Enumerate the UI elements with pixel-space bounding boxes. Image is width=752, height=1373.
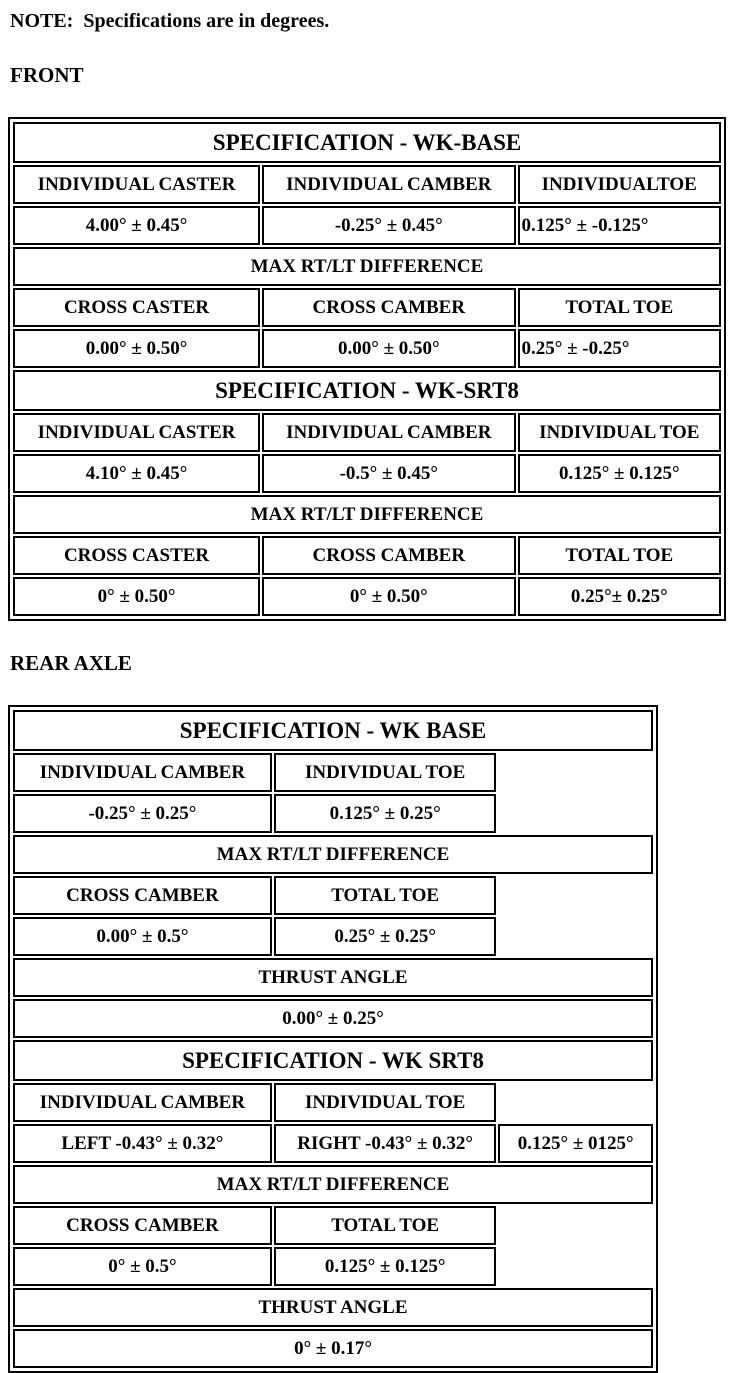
column-header-cell: INDIVIDUAL CAMBER	[13, 1083, 272, 1122]
table-row	[13, 577, 721, 616]
table-row	[13, 999, 653, 1038]
front-heading: FRONT	[10, 63, 84, 87]
value-cell: 0° ± 0.17°	[13, 1329, 653, 1368]
column-header-cell: CROSS CAMBER	[13, 1206, 272, 1245]
empty-cell	[498, 1083, 653, 1122]
table-row	[13, 1247, 653, 1286]
value-cell: 0.00° ± 0.50°	[13, 329, 260, 368]
table-row	[13, 917, 653, 956]
table-row	[13, 370, 721, 411]
value-cell: 0.125° ± 0125°	[498, 1124, 653, 1163]
column-header-cell: INDIVIDUAL CAMBER	[262, 413, 515, 452]
section-title-cell: SPECIFICATION - WK BASE	[13, 710, 653, 751]
table-row	[13, 536, 721, 575]
table-row	[13, 1083, 653, 1122]
value-cell: 0.25° ± -0.25°	[518, 329, 721, 368]
band-header-cell: THRUST ANGLE	[13, 958, 653, 997]
rear-spec-table	[8, 705, 658, 1373]
table-row	[13, 329, 721, 368]
value-cell: 0.125° ± -0.125°	[518, 206, 721, 245]
table-row	[13, 165, 721, 204]
empty-cell	[498, 1206, 653, 1245]
value-cell: LEFT -0.43° ± 0.32°	[13, 1124, 272, 1163]
column-header-cell: INDIVIDUAL CAMBER	[262, 165, 515, 204]
value-cell: 4.10° ± 0.45°	[13, 454, 260, 493]
table-row	[13, 247, 721, 286]
column-header-cell: INDIVIDUALTOE	[518, 165, 721, 204]
value-cell: 0.25° ± 0.25°	[274, 917, 497, 956]
value-cell: -0.25° ± 0.25°	[13, 794, 272, 833]
empty-cell	[498, 1247, 653, 1286]
column-header-cell: TOTAL TOE	[274, 1206, 497, 1245]
front-spec-table	[8, 117, 726, 621]
column-header-cell: TOTAL TOE	[518, 536, 721, 575]
column-header-cell: CROSS CAMBER	[262, 536, 515, 575]
section-title-cell: SPECIFICATION - WK-BASE	[13, 122, 721, 163]
table-row	[13, 1329, 653, 1368]
table-row	[13, 1040, 653, 1081]
table-row	[13, 454, 721, 493]
value-cell: -0.25° ± 0.45°	[262, 206, 515, 245]
column-header-cell: CROSS CASTER	[13, 536, 260, 575]
band-header-cell: THRUST ANGLE	[13, 1288, 653, 1327]
band-header-cell: MAX RT/LT DIFFERENCE	[13, 247, 721, 286]
table-row	[13, 122, 721, 163]
section-title-cell: SPECIFICATION - WK SRT8	[13, 1040, 653, 1081]
value-cell: 0° ± 0.5°	[13, 1247, 272, 1286]
table-row	[13, 753, 653, 792]
value-cell: 4.00° ± 0.45°	[13, 206, 260, 245]
column-header-cell: CROSS CASTER	[13, 288, 260, 327]
column-header-cell: INDIVIDUAL TOE	[518, 413, 721, 452]
front-spec-table-grid	[11, 120, 723, 618]
value-cell: 0.00° ± 0.5°	[13, 917, 272, 956]
rear-axle-heading: REAR AXLE	[10, 651, 132, 675]
band-header-cell: MAX RT/LT DIFFERENCE	[13, 1165, 653, 1204]
column-header-cell: TOTAL TOE	[274, 876, 497, 915]
value-cell: 0.125° ± 0.125°	[274, 1247, 497, 1286]
column-header-cell: INDIVIDUAL TOE	[274, 1083, 497, 1122]
value-cell: -0.5° ± 0.45°	[262, 454, 515, 493]
value-cell: 0.125° ± 0.125°	[518, 454, 721, 493]
table-row	[13, 1288, 653, 1327]
column-header-cell: INDIVIDUAL CAMBER	[13, 753, 272, 792]
value-cell: RIGHT -0.43° ± 0.32°	[274, 1124, 497, 1163]
table-row	[13, 1124, 653, 1163]
table-row	[13, 206, 721, 245]
rear-spec-table-grid	[11, 708, 655, 1370]
table-row	[13, 1206, 653, 1245]
value-cell: 0.125° ± 0.25°	[274, 794, 497, 833]
note-text: NOTE: Specifications are in degrees.	[10, 10, 330, 32]
value-cell: 0° ± 0.50°	[262, 577, 515, 616]
empty-cell	[498, 794, 653, 833]
table-row	[13, 710, 653, 751]
column-header-cell: CROSS CAMBER	[262, 288, 515, 327]
column-header-cell: CROSS CAMBER	[13, 876, 272, 915]
column-header-cell: TOTAL TOE	[518, 288, 721, 327]
empty-cell	[498, 917, 653, 956]
table-row	[13, 413, 721, 452]
table-row	[13, 1165, 653, 1204]
band-header-cell: MAX RT/LT DIFFERENCE	[13, 495, 721, 534]
section-title-cell: SPECIFICATION - WK-SRT8	[13, 370, 721, 411]
table-row	[13, 794, 653, 833]
column-header-cell: INDIVIDUAL CASTER	[13, 165, 260, 204]
value-cell: 0.00° ± 0.25°	[13, 999, 653, 1038]
table-row	[13, 876, 653, 915]
value-cell: 0.25°± 0.25°	[518, 577, 721, 616]
value-cell: 0.00° ± 0.50°	[262, 329, 515, 368]
table-row	[13, 495, 721, 534]
table-row	[13, 958, 653, 997]
table-row	[13, 835, 653, 874]
column-header-cell: INDIVIDUAL TOE	[274, 753, 497, 792]
value-cell: 0° ± 0.50°	[13, 577, 260, 616]
column-header-cell: INDIVIDUAL CASTER	[13, 413, 260, 452]
table-row	[13, 288, 721, 327]
band-header-cell: MAX RT/LT DIFFERENCE	[13, 835, 653, 874]
empty-cell	[498, 876, 653, 915]
empty-cell	[498, 753, 653, 792]
